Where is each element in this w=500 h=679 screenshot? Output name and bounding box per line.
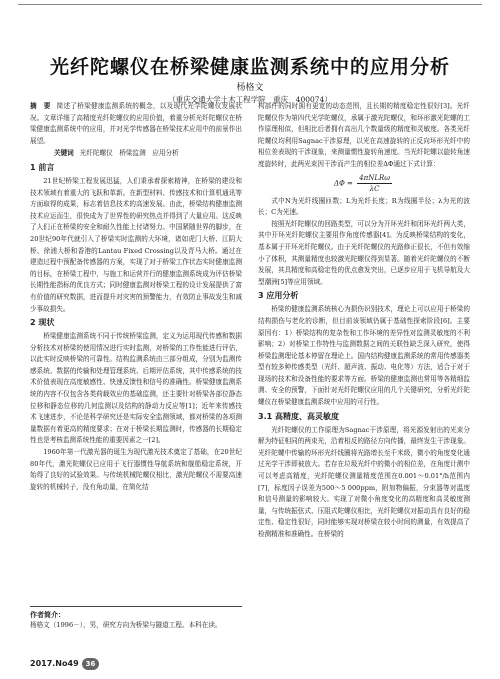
section-1-paragraph: 21世纪桥梁工程发展迅猛，人们秉承着探索精神，在桥梁的建设和技术领域有着重大的飞跃和革新。在新型材料、传感技术和计算机通讯等方面取得的成果，标志着信息技术的高速发展。由此，桥梁结构健康监测技术应运而生，很快成为了世界性的研究热点并得到了大量应用。这反映了人们正在桥梁的安全和耐久性能上付诸努力。中国紧随世界的脚步，在20世纪90年代就引入了桥梁实时监测的大环境，诸如虎门大桥、江阴大桥、徐浦大桥和香港的Lantau Fixed Crossing以及青马大桥。通过在建造过程中预配备传感器的方案，实现了对于桥梁工作状态实时健康监测的目标，在桥梁工程中，与施工和运营并行的健康监测系统成为评估桥梁长期性能指标的优良方式；同时健康监测对桥梁工程的设计发展提供了富有价值的研究数据，进而提升对灾害的预警能力，有效防止事故发生和减少事故损失。 <box>30 176 242 313</box>
issue-number: 2017.No49 <box>30 659 79 668</box>
formula-denominator: λC <box>369 184 380 193</box>
formula-fraction <box>357 173 392 194</box>
left-column <box>30 101 242 493</box>
keywords-label: 关键词 <box>54 149 74 158</box>
right-paragraph-1: 构部件的同时拥有更宽的动态范围，且长期的精度稳定性很好[3]。光纤陀螺仪作为第四代光学陀螺仪，承属于激光陀螺仪，和环形激光陀螺的工作原理相似，但相比后者拥有高出几个数量级的精度和灵敏度。各类光纤陀螺仪均利用Sagnac干涉原理，以光在高速旋转的正反向环形光纤中的相位差表现的干涉现象，来测量惯性旋转角速度。当光纤陀螺以旋转角速度旋转时，此两光束因干涉而产生的相位差ΔΦ通过下式计算： <box>258 102 470 168</box>
page-footer <box>30 658 99 670</box>
section-3-title: 3 应用分析 <box>258 291 299 301</box>
section-2-paragraph-1: 桥梁健康监测系统不同于传统桥梁监测，定义为运用现代传感和数据分析技术对桥梁的使用情况进行实时监测，对桥梁的工作性能进行评估，以此实时反映桥梁的可靠性。结构监测系统由三部分组成，分别为监测传感系统、数据的传输和处理管理系统、后期评估系统，其中传感系统的技术价值表现在高度敏感性、快速反馈性和信号的准确性。桥梁健康监测系统的内容不仅包含各类荷载效应的基础监测，还主要针对桥梁各部位静态位移和静态位移的几何监测以及结构的静动力反应等[1]；近年来传感技术飞速进步，不论是科学研究还是实际安全监测领域，都对桥梁的各项测量数据有着更高的精度要求；在对于桥梁长期监测时，传感器的长期稳定性也是考核监测系统性能的重要因素之一[2]。 <box>30 332 242 445</box>
paper-affiliation: （重庆交通大学土木工程学院 重庆 400074） <box>168 95 332 104</box>
section-2-paragraph-2: 1960年第一代激光器的诞生为现代激光技术奠定了基础，在20世纪80年代，激光陀螺仪已应用于飞行器惯性导航系统和舰船稳定系统，开始得了良好的试验效果。与传统机械陀螺仪相比，激光陀螺仪不需要高速旋转的机械转子，没有角动量，在简化结 <box>30 448 242 491</box>
abstract-block <box>30 101 242 160</box>
author-note-text: 杨格文（1996－），男，研究方向为桥梁与隧道工程。本科在读。 <box>30 621 222 629</box>
top-rule <box>18 4 482 5</box>
sagnac-formula <box>258 173 470 194</box>
page-number: 36 <box>82 658 100 670</box>
keywords-text: 光纤陀螺仪 桥梁监测 应用分析 <box>79 149 179 158</box>
author-note <box>30 606 242 630</box>
section-1-title: 1 前言 <box>30 162 55 172</box>
section-3-paragraph: 桥梁的健康监测系统核心为损伤识别技术，理论上可以应用于桥梁的结构损伤与老化的诊断，但目前该领域仍属于基础性探索阶段[6]。主要原因有：1）桥梁结构的复杂性和工作环境的差异性对监测灵敏度的不利影响；2）对桥梁工作特性与监测数据之间的关联性缺乏深入研究，使得桥梁监测理论基本停留在理论上。国内结构健康监测系统的常用传感器类型有较多种传感类型（光纤、超声波、振动、电化等）方法，适合于对于现场的技术和设备性能的要求等方面。桥梁的健康监测也常用等各精细监测、安全的预警，下面针对光纤陀螺仪应用的几个关键研究，分析光纤陀螺仪在桥梁健康监测系统中应用的可行性。 <box>258 305 470 407</box>
section-3-1-title: 3.1 高精度、高灵敏度 <box>258 411 339 421</box>
section-3-1-paragraph: 光纤陀螺仪的工作原理为Sagnac干涉原理，将光源发射出的光束分解为特征相同的两束光，沿着相反的路径方向传播，最终发生干涉现象。光纤陀螺中传输的环形光纤线圈将光路增长至千米级，微小的角度变化通过光学干涉即被放大。若存在垃圾光纤中的微小的相位差，在角度计测中可以考虑高精度，光纤陀螺仪测量精度范围在0.001～0.01°/h范围内[7]，标度因子误差为500～5 000ppm，附加物偏振，分束器等对温度和信号测量的影响较大。实现了对微小角度变化的高精度和高灵敏度测量，与传统振弦式、压阻式陀螺仪相比，光纤陀螺仪对振动具有良好的稳定性、稳定性很好，同时能够实现对桥梁在较小时间的测量，有效提高了检测精准和准确性。在桥梁的 <box>258 425 470 538</box>
paper-author: 杨格文 <box>236 83 264 93</box>
formula-lhs: ΔΦ = <box>334 179 353 188</box>
abstract-text: 简述了桥梁健康监测系统的概念，以及现代光学陀螺仪发展状况。文章详细了高精度光纤陀螺仪的应用价值，着重分析光纤陀螺仪在桥梁健康监测系统中的应用，并对光学传感器在桥梁技术应用中的前景作出展望。 <box>30 102 243 145</box>
right-paragraph-3: 按照光纤陀螺仪的回路类型，可以分为开环光纤和闭环光纤两大类，其中开环光纤陀螺仪主要用作角度传感器[4]。为反映桥梁结构的变化，基本属于开环光纤陀螺仪。由于光纤陀螺仪的光路修正很长，不但有效缩小了体积，其测量精度也较激光陀螺仪得到显著。随着光纤陀螺仪的不断发展，其具精度和高稳定性的优点愈发突出，已逐步应用于飞机导航及大型潮洲[5]等应用领域。 <box>258 219 470 286</box>
abstract-label: 摘 要 <box>30 102 51 110</box>
formula-numerator: 4πNLRω <box>359 173 390 182</box>
right-column <box>258 101 470 541</box>
author-note-label: 作者简介： <box>30 611 65 619</box>
section-2-title: 2 现状 <box>30 318 55 328</box>
paper-title: 光纤陀螺仪在桥梁健康监测系统中的应用分析 <box>49 56 450 78</box>
right-paragraph-2: 式中N为光纤线圈匝数；L为光纤长度；R为线圈半径；λ为光的波长；C为光速。 <box>258 196 470 217</box>
